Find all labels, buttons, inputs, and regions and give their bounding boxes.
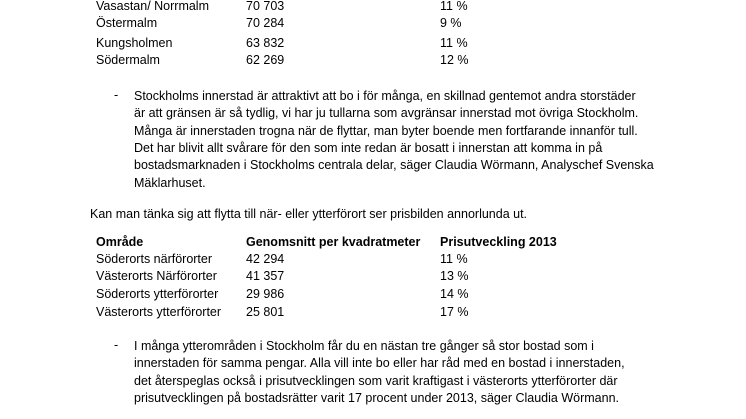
cell-area: Västerorts Närförorter	[96, 269, 217, 283]
cell-change: 9 %	[440, 16, 462, 30]
quote-line: bostadsmarknaden i Stockholms centrala delar, säger Claudia Wörmann, Analyschef Svenska	[134, 158, 654, 172]
cell-area: Kungsholmen	[96, 36, 173, 50]
cell-price: 70 703	[246, 0, 285, 13]
cell-change: 12 %	[440, 53, 469, 67]
quote-line: Det har blivit allt svårare för den som inte redan är bosatt i innerstan att komma in på	[134, 141, 603, 155]
header-change: Prisutveckling 2013	[440, 235, 557, 249]
cell-change: 13 %	[440, 269, 469, 283]
cell-price: 70 284	[246, 16, 285, 30]
cell-area: Vasastan/ Norrmalm	[96, 0, 209, 13]
quote-line: det återspeglas också i prisutvecklingen som varit kraftigast i västerorts ytterförorter där	[134, 374, 618, 388]
bullet-dash: -	[114, 338, 119, 352]
quote-line: är att gränsen är så tydlig, vi har ju tullarna som avgränsar innerstad mot övriga Stockholm.	[134, 106, 639, 120]
intro-paragraph: Kan man tänka sig att flytta till när- eller ytterförort ser prisbilden annorlunda ut.	[90, 207, 528, 221]
cell-area: Söderorts närförorter	[96, 252, 213, 266]
cell-change: 11 %	[440, 36, 468, 50]
cell-area: Södermalm	[96, 53, 160, 67]
cell-price: 41 357	[246, 269, 285, 283]
cell-change: 14 %	[440, 287, 469, 301]
cell-price: 25 801	[246, 305, 285, 319]
cell-change: 11 %	[440, 0, 468, 13]
quote-line: Många är innerstaden trogna när de flyttar, man byter boende men fortfarande innanför tull.	[134, 124, 638, 138]
cell-area: Söderorts ytterförorter	[96, 287, 219, 301]
cell-price: 63 832	[246, 36, 285, 50]
cell-price: 42 294	[246, 252, 285, 266]
cell-price: 29 986	[246, 287, 285, 301]
cell-change: 17 %	[440, 305, 469, 319]
quote-line: I många ytterområden i Stockholm får du en nästan tre gånger så stor bostad som i	[134, 339, 594, 353]
cell-area: Västerorts ytterförorter	[96, 305, 222, 319]
quote-line: innerstaden för samma pengar. Alla vill inte bo eller har råd med en bostad i innerstaden,	[134, 356, 625, 370]
cell-area: Östermalm	[96, 16, 158, 30]
bullet-dash: -	[114, 88, 119, 102]
header-area: Område	[96, 235, 144, 249]
header-price: Genomsnitt per kvadratmeter	[246, 235, 421, 249]
cell-price: 62 269	[246, 53, 285, 67]
quote-line: Mäklarhuset.	[134, 176, 206, 190]
quote-line: prisutvecklingen på bostadsrätter varit 17 procent under 2013, säger Claudia Wörmann.	[134, 391, 619, 405]
quote-line: Stockholms innerstad är attraktivt att bo i för många, en skillnad gentemot andra storstäder	[134, 89, 636, 103]
cell-change: 11 %	[440, 252, 468, 266]
